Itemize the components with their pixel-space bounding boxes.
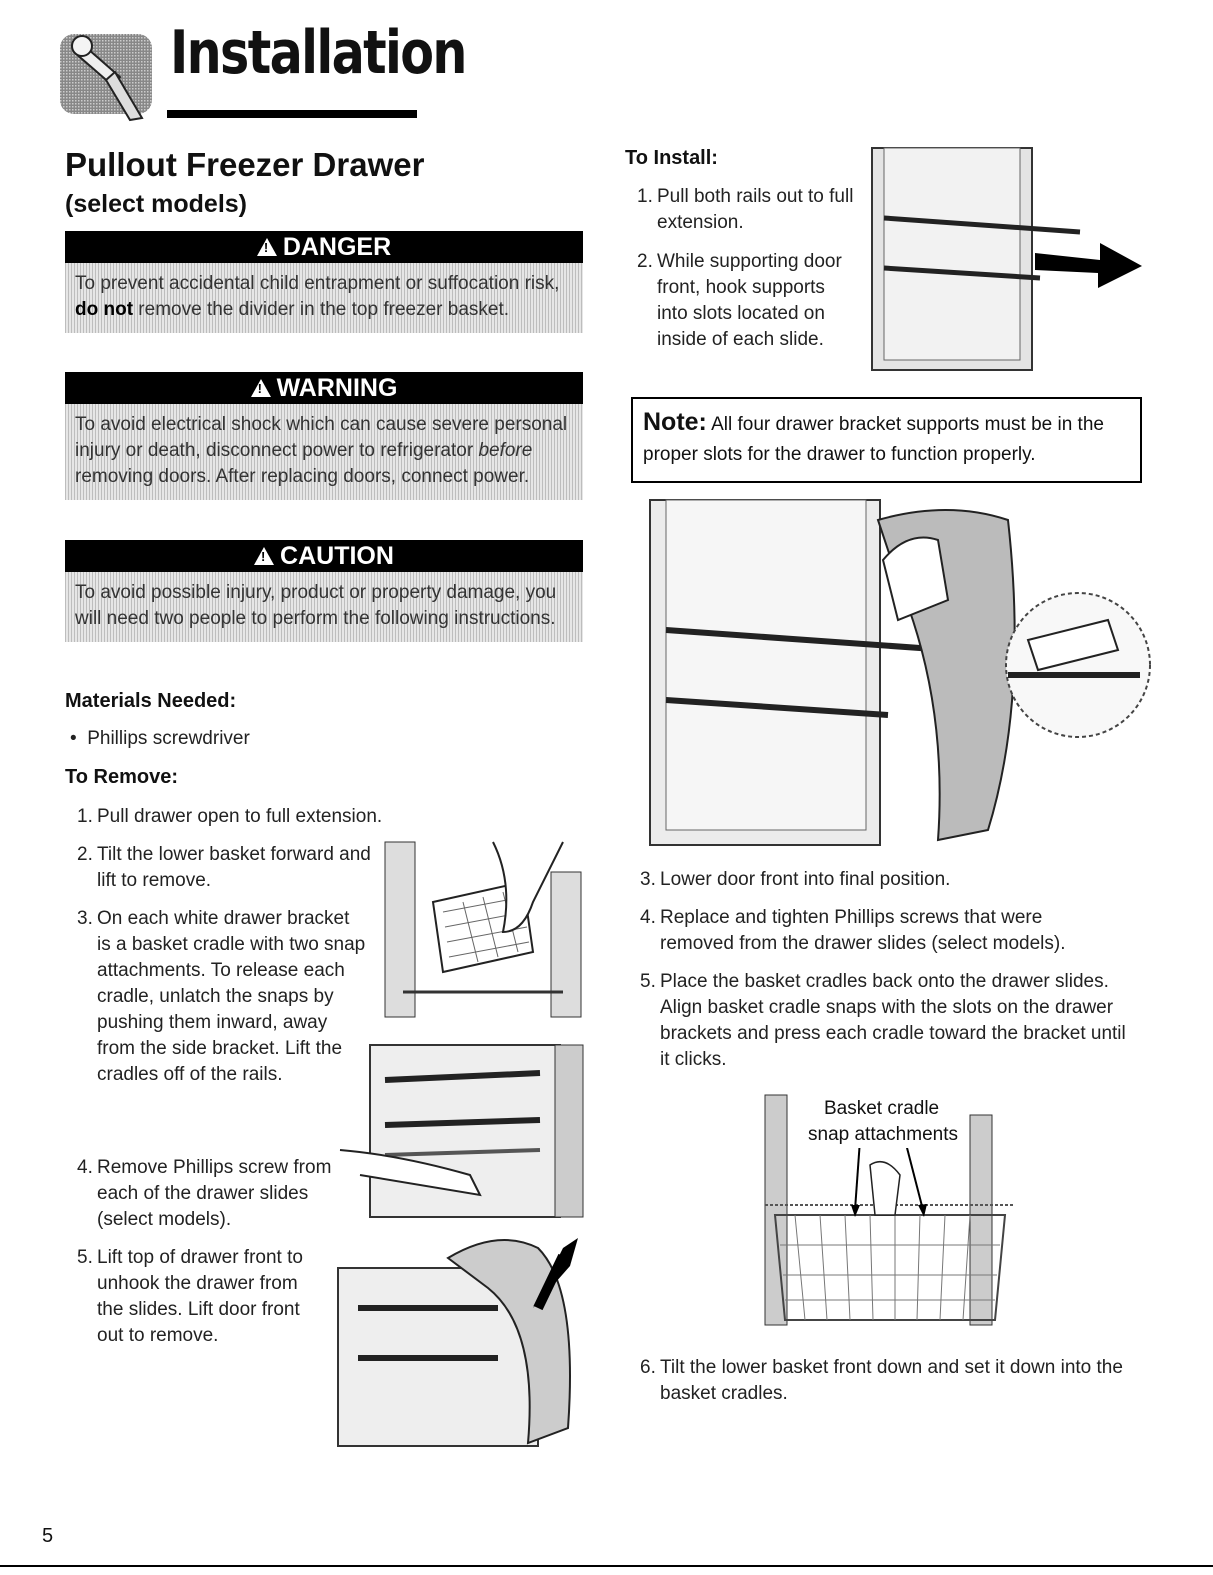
footer-rule (0, 1565, 1213, 1567)
install-step-6: 6. Tilt the lower basket front down and set it down into the basket cradles. (640, 1357, 1123, 1404)
warning-triangle-icon (254, 547, 274, 565)
basket-removal-illustration (383, 842, 583, 1017)
remove-step-4: 4. Remove Phillips screw from each of the drawer slides (select models). (77, 1157, 332, 1230)
remove-step-1: 1. Pull drawer open to full extension. (77, 806, 383, 827)
install-step-5: 5. Place the basket cradles back onto the drawer slides. Align basket cradle snaps with the slots on the drawer brackets and press each cradle toward the bracket until it clicks. (640, 971, 1126, 1070)
install-step-1: 1. Pull both rails out to full extension. (637, 186, 854, 233)
page-title: Installation (170, 18, 466, 88)
screwdriver-icon (60, 22, 152, 122)
warning-text: To avoid electrical shock which can cause severe personal injury or death, disconnect power to refrigerator before removing doors. After replacing doors, connect power. (65, 404, 583, 500)
page-number: 5 (42, 1525, 54, 1547)
install-heading: To Install: (625, 147, 718, 169)
install-step-4: 4. Replace and tighten Phillips screws that were removed from the drawer slides (select models). (640, 907, 1066, 954)
warning-triangle-icon (257, 238, 277, 256)
danger-box (65, 231, 583, 333)
caution-text: To avoid possible injury, product or property damage, you will need two people to perform the following instructions. (65, 572, 583, 642)
section-title: Pullout Freezer Drawer (65, 146, 425, 183)
remove-step-2: 2. Tilt the lower basket forward and lift to remove. (77, 844, 371, 891)
install-step-2: 2. While supporting door front, hook supports into slots located on inside of each slide. (637, 251, 842, 350)
hook-supports-illustration (648, 500, 1140, 845)
caution-header: !CAUTION (65, 540, 583, 572)
title-underline (167, 110, 417, 118)
warning-box (65, 372, 583, 500)
remove-step-3: 3. On each white drawer bracket is a basket cradle with two snap attachments. To release each cradle, unlatch the snaps by pushing them inward, away from the side bracket. Lift the cradles off of the rails. (77, 908, 366, 1085)
cradle-release-illustration (340, 1045, 583, 1217)
danger-text: To prevent accidental child entrapment or suffocation risk, do not remove the divider in the top freezer basket. (65, 263, 583, 333)
note-label: Note: (643, 408, 707, 436)
section-subtitle: (select models) (65, 190, 248, 218)
warning-triangle-icon (251, 379, 271, 397)
warning-header: !WARNING (65, 372, 583, 404)
caution-box (65, 540, 583, 642)
note-box (631, 397, 1142, 483)
install-step-3: 3. Lower door front into final position. (640, 869, 951, 890)
rails-extension-illustration (870, 148, 1145, 373)
door-front-removal-illustration (338, 1228, 583, 1446)
danger-header: !DANGER (65, 231, 583, 263)
remove-step-5: 5. Lift top of drawer front to unhook the drawer from the slides. Lift door front out to remove. (77, 1247, 303, 1346)
callout-label-2: snap attachments (806, 1122, 960, 1148)
callout-label-1: Basket cradle (822, 1096, 941, 1122)
materials-heading: Materials Needed: (65, 690, 237, 712)
remove-heading: To Remove: (65, 766, 178, 788)
note-text: All four drawer bracket supports must be in the proper slots for the drawer to function properly. (643, 414, 1104, 465)
materials-item: • Phillips screwdriver (70, 728, 250, 749)
